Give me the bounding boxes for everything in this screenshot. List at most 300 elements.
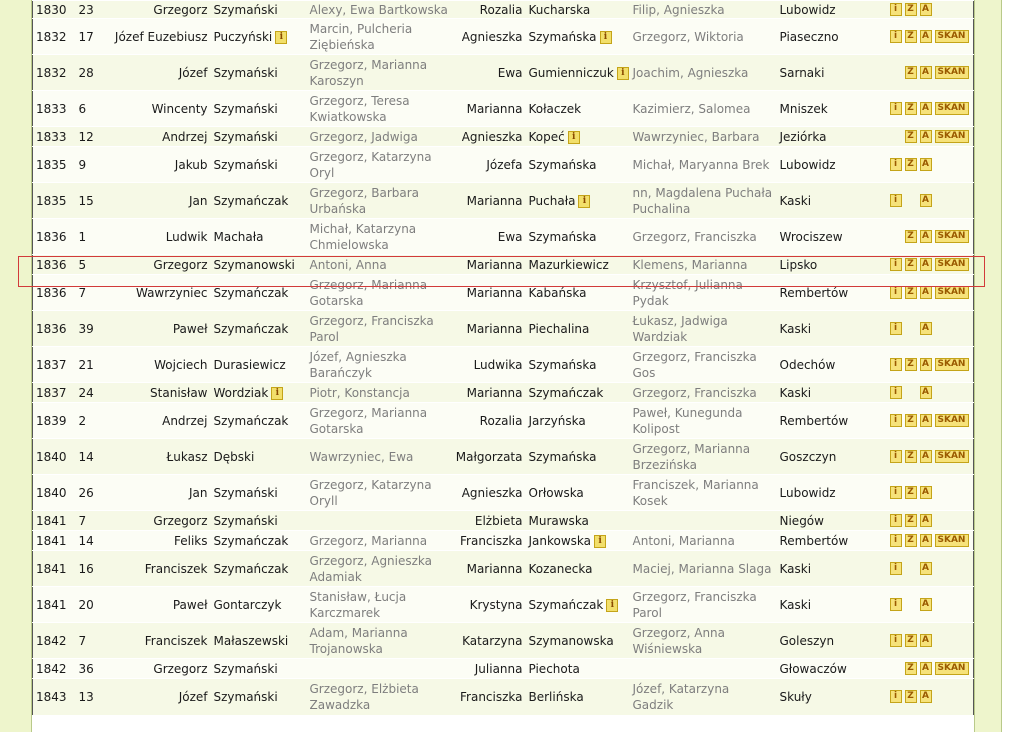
groom-last-name-cell bbox=[211, 147, 307, 183]
groom-first-name-cell bbox=[106, 255, 211, 275]
skan-link-button[interactable]: SKAN bbox=[935, 66, 969, 79]
right-margin-stripe bbox=[974, 0, 1002, 732]
z-link-button[interactable]: Z bbox=[905, 534, 917, 547]
groom-parents-cell-text: Grzegorz, Marianna Karoszyn bbox=[309, 57, 428, 88]
info-link-button[interactable]: i bbox=[890, 30, 902, 43]
year-cell bbox=[33, 219, 76, 255]
info-link-button[interactable]: i bbox=[890, 158, 902, 171]
skan-link-button[interactable]: SKAN bbox=[935, 286, 969, 299]
z-link-button[interactable]: Z bbox=[905, 102, 917, 115]
a-link-button[interactable]: A bbox=[920, 486, 932, 499]
groom-parents-cell bbox=[307, 347, 453, 383]
record-number-cell-text: 26 bbox=[78, 485, 94, 500]
bride-parents-cell bbox=[630, 531, 777, 551]
record-number-cell bbox=[76, 1, 106, 19]
year-cell bbox=[33, 275, 76, 311]
bride-parents-cell bbox=[630, 623, 777, 659]
table-row[interactable] bbox=[33, 679, 974, 715]
table-row[interactable] bbox=[33, 531, 974, 551]
groom-first-name-cell bbox=[106, 219, 211, 255]
bride-first-name-cell bbox=[453, 587, 526, 623]
info-icon[interactable]: i bbox=[578, 195, 590, 208]
bride-first-name-cell-text: Małgorzata bbox=[455, 449, 523, 464]
record-links-cell bbox=[887, 347, 974, 383]
year-cell bbox=[33, 531, 76, 551]
groom-parents-cell bbox=[307, 623, 453, 659]
parish-cell bbox=[777, 183, 887, 219]
info-link-button[interactable]: i bbox=[890, 450, 902, 463]
z-link-button[interactable]: Z bbox=[905, 662, 917, 675]
groom-last-name-cell bbox=[211, 475, 307, 511]
info-icon[interactable]: i bbox=[594, 535, 606, 548]
groom-last-name-cell-text: Małaszewski bbox=[213, 633, 289, 648]
groom-first-name-cell-text: Józef Euzebiusz bbox=[114, 29, 208, 44]
marriage-records-table bbox=[32, 0, 974, 715]
year-cell-text: 1832 bbox=[36, 65, 67, 80]
info-link-button[interactable]: i bbox=[890, 562, 902, 575]
table-row[interactable] bbox=[33, 147, 974, 183]
groom-first-name-cell-text: Andrzej bbox=[162, 129, 208, 144]
groom-first-name-cell bbox=[106, 311, 211, 347]
groom-first-name-cell-text: Ludwik bbox=[165, 229, 208, 244]
record-links-cell bbox=[887, 55, 974, 91]
groom-first-name-cell-text: Stanisław bbox=[150, 385, 208, 400]
year-cell-text: 1841 bbox=[36, 513, 67, 528]
bride-parents-cell-text: Grzegorz, Franciszka Parol bbox=[632, 589, 757, 620]
a-link-button[interactable]: A bbox=[920, 194, 932, 207]
groom-last-name-cell bbox=[211, 587, 307, 623]
year-cell-text: 1842 bbox=[36, 633, 67, 648]
year-cell-text: 1836 bbox=[36, 321, 67, 336]
bride-first-name-cell-text: Franciszka bbox=[460, 689, 523, 704]
bride-first-name-cell bbox=[453, 275, 526, 311]
bride-parents-cell bbox=[630, 147, 777, 183]
bride-first-name-cell-text: Ludwika bbox=[473, 357, 523, 372]
z-link-button[interactable]: Z bbox=[905, 486, 917, 499]
info-link-button[interactable]: i bbox=[890, 322, 902, 335]
record-links-cell bbox=[887, 439, 974, 475]
bride-parents-cell-text: Paweł, Kunegunda Kolipost bbox=[632, 405, 743, 436]
info-link-button[interactable]: i bbox=[890, 690, 902, 703]
year-cell bbox=[33, 1, 76, 19]
table-row[interactable] bbox=[33, 91, 974, 127]
bride-first-name-cell bbox=[453, 183, 526, 219]
year-cell bbox=[33, 403, 76, 439]
bride-last-name-cell-text: Kołaczek bbox=[528, 101, 582, 116]
a-link-button[interactable]: A bbox=[920, 514, 932, 527]
parish-cell-text: Kaski bbox=[779, 561, 812, 576]
z-link-button[interactable]: Z bbox=[905, 258, 917, 271]
year-cell-text: 1833 bbox=[36, 129, 67, 144]
parish-cell bbox=[777, 255, 887, 275]
bride-first-name-cell-text: Ewa bbox=[497, 65, 523, 80]
bride-last-name-cell bbox=[526, 1, 630, 19]
record-number-cell bbox=[76, 275, 106, 311]
groom-parents-cell-text: Grzegorz, Marianna Gotarska bbox=[309, 277, 428, 308]
year-cell bbox=[33, 511, 76, 531]
record-number-cell-text: 7 bbox=[78, 285, 87, 300]
bride-parents-cell-text: Krzysztof, Julianna Pydak bbox=[632, 277, 743, 308]
record-links-cell bbox=[887, 475, 974, 511]
bride-parents-cell-text: Grzegorz, Franciszka bbox=[632, 229, 757, 244]
groom-parents-cell bbox=[307, 659, 453, 679]
bride-parents-cell bbox=[630, 347, 777, 383]
groom-first-name-cell-text: Wojciech bbox=[154, 357, 208, 372]
z-link-button[interactable]: Z bbox=[905, 66, 917, 79]
record-number-cell-text: 1 bbox=[78, 229, 87, 244]
table-row[interactable] bbox=[33, 311, 974, 347]
info-link-button[interactable]: i bbox=[890, 102, 902, 115]
table-row[interactable] bbox=[33, 219, 974, 255]
bride-first-name-cell bbox=[453, 311, 526, 347]
bride-parents-cell-text: Antoni, Marianna bbox=[632, 533, 735, 548]
bride-first-name-cell bbox=[453, 55, 526, 91]
bride-parents-cell-text: Grzegorz, Franciszka Gos bbox=[632, 349, 757, 380]
record-number-cell bbox=[76, 219, 106, 255]
a-link-button[interactable]: A bbox=[920, 634, 932, 647]
skan-link-button[interactable]: SKAN bbox=[935, 450, 969, 463]
groom-first-name-cell bbox=[106, 587, 211, 623]
z-link-button[interactable]: Z bbox=[905, 634, 917, 647]
groom-last-name-cell bbox=[211, 511, 307, 531]
groom-last-name-cell-text: Gontarczyk bbox=[213, 597, 282, 612]
record-number-cell-text: 13 bbox=[78, 689, 94, 704]
bride-last-name-cell-text: Gumienniczuk bbox=[528, 65, 614, 80]
year-cell-text: 1840 bbox=[36, 449, 67, 464]
a-link-button[interactable]: A bbox=[920, 662, 932, 675]
record-number-cell bbox=[76, 623, 106, 659]
info-icon[interactable]: i bbox=[275, 31, 287, 44]
record-number-cell-text: 23 bbox=[78, 2, 94, 17]
bride-parents-cell-text: Józef, Katarzyna Gadzik bbox=[632, 681, 730, 712]
record-links-cell bbox=[887, 551, 974, 587]
groom-last-name-cell-text: Machała bbox=[213, 229, 264, 244]
z-link-button[interactable]: Z bbox=[905, 414, 917, 427]
record-number-cell bbox=[76, 659, 106, 679]
table-row[interactable] bbox=[33, 55, 974, 91]
table-row[interactable] bbox=[33, 255, 974, 275]
info-link-button[interactable]: i bbox=[890, 634, 902, 647]
groom-last-name-cell-text: Szymański bbox=[213, 2, 278, 17]
table-row[interactable] bbox=[33, 587, 974, 623]
year-cell bbox=[33, 19, 76, 55]
info-icon[interactable]: i bbox=[568, 131, 580, 144]
bride-first-name-cell-text: Marianna bbox=[466, 561, 523, 576]
a-link-button[interactable]: A bbox=[920, 690, 932, 703]
record-links-cell bbox=[887, 19, 974, 55]
bride-parents-cell-text: nn, Magdalena Puchała Puchalina bbox=[632, 185, 773, 216]
record-number-cell-text: 2 bbox=[78, 413, 87, 428]
bride-parents-cell bbox=[630, 511, 777, 531]
skan-link-button[interactable]: SKAN bbox=[935, 130, 969, 143]
a-link-button[interactable]: A bbox=[920, 3, 932, 16]
groom-first-name-cell bbox=[106, 347, 211, 383]
groom-last-name-cell bbox=[211, 659, 307, 679]
table-row[interactable] bbox=[33, 475, 974, 511]
groom-parents-cell bbox=[307, 587, 453, 623]
groom-last-name-cell bbox=[211, 531, 307, 551]
table-row[interactable] bbox=[33, 511, 974, 531]
info-link-button[interactable]: i bbox=[890, 414, 902, 427]
z-link-button[interactable]: Z bbox=[905, 30, 917, 43]
record-number-cell-text: 17 bbox=[78, 29, 94, 44]
info-link-button[interactable]: i bbox=[890, 358, 902, 371]
bride-last-name-cell-text: Piechota bbox=[528, 661, 580, 676]
table-row[interactable] bbox=[33, 347, 974, 383]
record-number-cell bbox=[76, 19, 106, 55]
z-link-button[interactable]: Z bbox=[905, 450, 917, 463]
a-link-button[interactable]: A bbox=[920, 322, 932, 335]
bride-parents-cell-text: Klemens, Marianna bbox=[632, 257, 748, 272]
a-link-button[interactable]: A bbox=[920, 258, 932, 271]
groom-last-name-cell-text: Szymańczak bbox=[213, 193, 289, 208]
groom-last-name-cell-text: Szymański bbox=[213, 157, 278, 172]
parish-cell-text: Sarnaki bbox=[779, 65, 825, 80]
a-link-button[interactable]: A bbox=[920, 130, 932, 143]
info-link-button[interactable]: i bbox=[890, 286, 902, 299]
a-link-button[interactable]: A bbox=[920, 102, 932, 115]
record-links-cell bbox=[887, 275, 974, 311]
info-icon[interactable]: i bbox=[617, 67, 629, 80]
record-number-cell bbox=[76, 403, 106, 439]
bride-last-name-cell-text: Szymańska bbox=[528, 157, 597, 172]
record-number-cell bbox=[76, 311, 106, 347]
bride-last-name-cell-text: Kabańska bbox=[528, 285, 587, 300]
bride-last-name-cell bbox=[526, 383, 630, 403]
table-row[interactable] bbox=[33, 551, 974, 587]
groom-first-name-cell-text: Grzegorz bbox=[153, 257, 208, 272]
year-cell bbox=[33, 475, 76, 511]
record-number-cell bbox=[76, 587, 106, 623]
skan-link-button[interactable]: SKAN bbox=[935, 102, 969, 115]
info-link-button[interactable]: i bbox=[890, 598, 902, 611]
groom-parents-cell-text: Grzegorz, Marianna bbox=[309, 533, 428, 548]
skan-link-button[interactable]: SKAN bbox=[935, 30, 969, 43]
z-link-button[interactable]: Z bbox=[905, 130, 917, 143]
table-row[interactable] bbox=[33, 659, 974, 679]
bride-last-name-cell bbox=[526, 19, 630, 55]
bride-parents-cell-text: Wawrzyniec, Barbara bbox=[632, 129, 760, 144]
year-cell-text: 1839 bbox=[36, 413, 67, 428]
a-link-button[interactable]: A bbox=[920, 562, 932, 575]
groom-last-name-cell bbox=[211, 623, 307, 659]
bride-last-name-cell bbox=[526, 623, 630, 659]
a-link-button[interactable]: A bbox=[920, 386, 932, 399]
bride-last-name-cell-text: Piechalina bbox=[528, 321, 590, 336]
bride-first-name-cell bbox=[453, 439, 526, 475]
bride-first-name-cell bbox=[453, 1, 526, 19]
z-link-button[interactable]: Z bbox=[905, 358, 917, 371]
year-cell-text: 1837 bbox=[36, 357, 67, 372]
skan-link-button[interactable]: SKAN bbox=[935, 662, 969, 675]
a-link-button[interactable]: A bbox=[920, 158, 932, 171]
groom-first-name-cell bbox=[106, 55, 211, 91]
parish-cell-text: Kaski bbox=[779, 385, 812, 400]
skan-link-button[interactable]: SKAN bbox=[935, 358, 969, 371]
bride-parents-cell-text: Grzegorz, Franciszka bbox=[632, 385, 757, 400]
info-icon[interactable]: i bbox=[271, 387, 283, 400]
info-icon[interactable]: i bbox=[606, 599, 618, 612]
table-row[interactable] bbox=[33, 383, 974, 403]
groom-parents-cell bbox=[307, 127, 453, 147]
z-link-button[interactable]: Z bbox=[905, 690, 917, 703]
record-number-cell bbox=[76, 91, 106, 127]
table-row[interactable] bbox=[33, 275, 974, 311]
record-links-cell bbox=[887, 531, 974, 551]
record-number-cell bbox=[76, 183, 106, 219]
record-number-cell bbox=[76, 511, 106, 531]
bride-first-name-cell bbox=[453, 127, 526, 147]
groom-first-name-cell bbox=[106, 275, 211, 311]
groom-first-name-cell bbox=[106, 511, 211, 531]
bride-first-name-cell-text: Rozalia bbox=[479, 2, 523, 17]
groom-parents-cell-text: Grzegorz, Teresa Kwiatkowska bbox=[309, 93, 410, 124]
bride-last-name-cell-text: Kopeć bbox=[528, 129, 565, 144]
record-links-cell bbox=[887, 659, 974, 679]
record-number-cell-text: 14 bbox=[78, 449, 94, 464]
bride-last-name-cell bbox=[526, 679, 630, 715]
a-link-button[interactable]: A bbox=[920, 358, 932, 371]
bride-parents-cell bbox=[630, 127, 777, 147]
a-link-button[interactable]: A bbox=[920, 230, 932, 243]
bride-last-name-cell bbox=[526, 511, 630, 531]
info-link-button[interactable]: i bbox=[890, 194, 902, 207]
groom-last-name-cell bbox=[211, 403, 307, 439]
bride-last-name-cell bbox=[526, 147, 630, 183]
skan-link-button[interactable]: SKAN bbox=[935, 534, 969, 547]
bride-first-name-cell-text: Agnieszka bbox=[461, 129, 523, 144]
groom-last-name-cell bbox=[211, 91, 307, 127]
bride-parents-cell bbox=[630, 219, 777, 255]
info-link-button[interactable]: i bbox=[890, 514, 902, 527]
info-icon[interactable]: i bbox=[600, 31, 612, 44]
bride-first-name-cell bbox=[453, 91, 526, 127]
parish-cell bbox=[777, 347, 887, 383]
z-link-button[interactable]: Z bbox=[905, 286, 917, 299]
info-link-button[interactable]: i bbox=[890, 534, 902, 547]
a-link-button[interactable]: A bbox=[920, 286, 932, 299]
z-link-button[interactable]: Z bbox=[905, 3, 917, 16]
parish-cell bbox=[777, 275, 887, 311]
info-link-button[interactable]: i bbox=[890, 386, 902, 399]
table-row[interactable] bbox=[33, 623, 974, 659]
record-links-cell bbox=[887, 255, 974, 275]
groom-parents-cell bbox=[307, 255, 453, 275]
groom-parents-cell bbox=[307, 383, 453, 403]
record-links-cell bbox=[887, 623, 974, 659]
groom-last-name-cell-text: Szymański bbox=[213, 689, 278, 704]
groom-last-name-cell bbox=[211, 1, 307, 19]
record-links-cell bbox=[887, 183, 974, 219]
groom-last-name-cell bbox=[211, 347, 307, 383]
table-row[interactable] bbox=[33, 127, 974, 147]
a-link-button[interactable]: A bbox=[920, 598, 932, 611]
bride-last-name-cell-text: Szymańczak bbox=[528, 385, 604, 400]
groom-first-name-cell-text: Józef bbox=[178, 65, 208, 80]
skan-link-button[interactable]: SKAN bbox=[935, 414, 969, 427]
groom-parents-cell bbox=[307, 219, 453, 255]
year-cell-text: 1836 bbox=[36, 285, 67, 300]
record-links-cell bbox=[887, 383, 974, 403]
info-link-button[interactable]: i bbox=[890, 486, 902, 499]
z-link-button[interactable]: Z bbox=[905, 230, 917, 243]
bride-first-name-cell-text: Marianna bbox=[466, 285, 523, 300]
info-link-button[interactable]: i bbox=[890, 258, 902, 271]
bride-last-name-cell bbox=[526, 127, 630, 147]
bride-last-name-cell bbox=[526, 255, 630, 275]
record-number-cell-text: 7 bbox=[78, 633, 87, 648]
bride-last-name-cell-text: Szymańska bbox=[528, 29, 597, 44]
bride-first-name-cell-text: Agnieszka bbox=[461, 29, 523, 44]
groom-last-name-cell-text: Szymańczak bbox=[213, 285, 289, 300]
table-row[interactable] bbox=[33, 439, 974, 475]
bride-first-name-cell bbox=[453, 623, 526, 659]
year-cell-text: 1832 bbox=[36, 29, 67, 44]
table-row[interactable] bbox=[33, 19, 974, 55]
groom-first-name-cell-text: Wincenty bbox=[151, 101, 208, 116]
bride-first-name-cell-text: Franciszka bbox=[460, 533, 523, 548]
parish-cell bbox=[777, 659, 887, 679]
year-cell bbox=[33, 587, 76, 623]
table-row[interactable] bbox=[33, 1, 974, 19]
year-cell bbox=[33, 91, 76, 127]
bride-last-name-cell bbox=[526, 311, 630, 347]
bride-last-name-cell bbox=[526, 219, 630, 255]
bride-first-name-cell bbox=[453, 511, 526, 531]
z-link-button[interactable]: Z bbox=[905, 158, 917, 171]
record-number-cell-text: 7 bbox=[78, 513, 87, 528]
table-row[interactable] bbox=[33, 183, 974, 219]
groom-last-name-cell bbox=[211, 255, 307, 275]
groom-last-name-cell bbox=[211, 55, 307, 91]
groom-first-name-cell-text: Łukasz bbox=[166, 449, 208, 464]
record-number-cell-text: 6 bbox=[78, 101, 87, 116]
groom-first-name-cell-text: Feliks bbox=[174, 533, 208, 548]
table-row[interactable] bbox=[33, 403, 974, 439]
year-cell-text: 1840 bbox=[36, 485, 67, 500]
skan-link-button[interactable]: SKAN bbox=[935, 258, 969, 271]
bride-last-name-cell-text: Szymanowska bbox=[528, 633, 614, 648]
bride-last-name-cell bbox=[526, 55, 630, 91]
parish-cell bbox=[777, 1, 887, 19]
a-link-button[interactable]: A bbox=[920, 450, 932, 463]
a-link-button[interactable]: A bbox=[920, 414, 932, 427]
z-link-button[interactable]: Z bbox=[905, 514, 917, 527]
bride-parents-cell bbox=[630, 403, 777, 439]
record-number-cell bbox=[76, 531, 106, 551]
groom-first-name-cell bbox=[106, 531, 211, 551]
bride-parents-cell bbox=[630, 183, 777, 219]
groom-last-name-cell bbox=[211, 311, 307, 347]
bride-first-name-cell-text: Józefa bbox=[486, 157, 523, 172]
info-link-button[interactable]: i bbox=[890, 3, 902, 16]
year-cell-text: 1841 bbox=[36, 561, 67, 576]
bride-parents-cell bbox=[630, 311, 777, 347]
record-links-cell bbox=[887, 147, 974, 183]
groom-first-name-cell bbox=[106, 127, 211, 147]
groom-parents-cell-text: Piotr, Konstancja bbox=[309, 385, 410, 400]
record-number-cell bbox=[76, 147, 106, 183]
bride-last-name-cell-text: Szymańska bbox=[528, 229, 597, 244]
a-link-button[interactable]: A bbox=[920, 66, 932, 79]
a-link-button[interactable]: A bbox=[920, 30, 932, 43]
a-link-button[interactable]: A bbox=[920, 534, 932, 547]
skan-link-button[interactable]: SKAN bbox=[935, 230, 969, 243]
bride-last-name-cell bbox=[526, 531, 630, 551]
bride-first-name-cell bbox=[453, 255, 526, 275]
groom-parents-cell bbox=[307, 511, 453, 531]
bride-first-name-cell-text: Rozalia bbox=[479, 413, 523, 428]
